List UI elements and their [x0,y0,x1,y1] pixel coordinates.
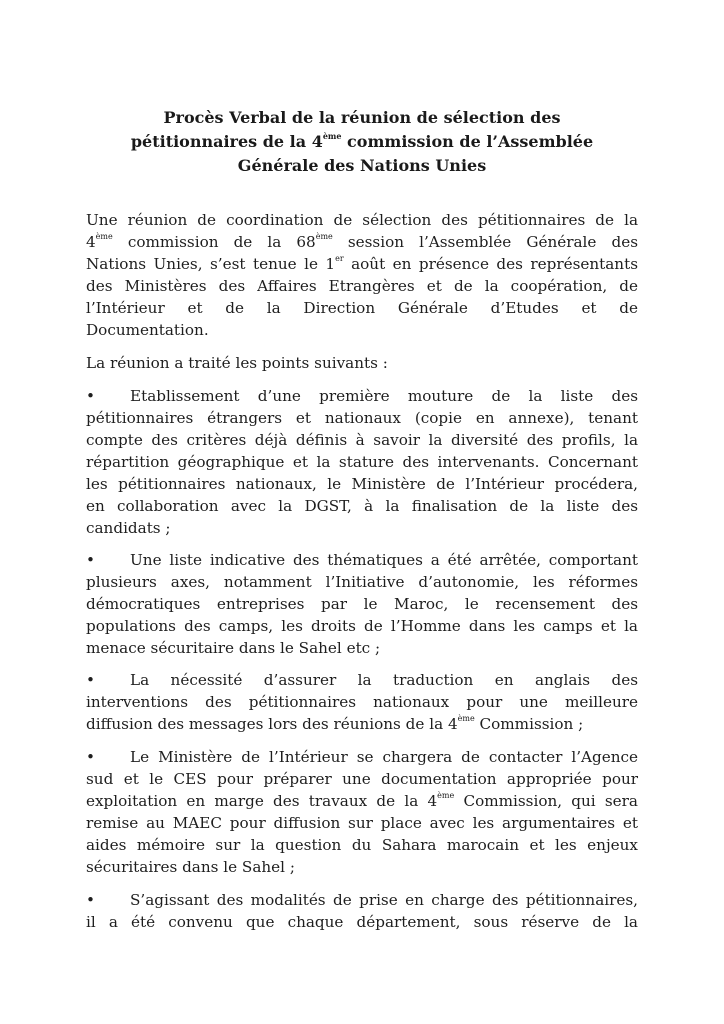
bullet-line [86,407,638,429]
text: août en présence des représentants [343,255,638,273]
bullet-line [86,473,638,495]
text [86,385,638,407]
text: les pétitionnaires nationaux, le Ministère de l’Intérieur procédera, [86,475,638,493]
bullet-line [86,517,638,539]
bullet-line [86,856,638,878]
bullet-line [86,451,638,473]
bullet-line [86,812,638,834]
bullet-line [86,834,638,856]
bullet-item [86,889,638,911]
text: Le Ministère de l’Intérieur se chargera de contacter l’Agence [130,748,638,766]
intro-line [86,275,638,297]
text: démocratiques entreprises par le Maroc, le recensement des [86,595,638,613]
bullet-item [86,746,638,768]
title-text: pétitionnaires de la 4 [130,132,323,151]
text: aides mémoire sur la question du Sahara marocain et les enjeux [86,836,638,854]
text [86,549,638,571]
bullet-line [86,713,638,735]
text: 4 [86,233,96,251]
text: des Ministères des Affaires Etrangères et de la coopération, de [86,277,638,295]
bullet-icon: • [86,891,95,909]
text: interventions des pétitionnaires nationaux pour une meilleure [86,693,638,711]
text: en collaboration avec la DGST, à la finalisation de la liste des [86,497,638,515]
bullet-line [86,691,638,713]
bullet-line [86,571,638,593]
text [86,669,638,691]
text: diffusion des messages lors des réunions de la 4 [86,715,458,733]
text [86,231,638,253]
bullet-line [86,615,638,637]
text: sud et le CES pour préparer une documentation appropriée pour [86,770,638,788]
title-line: Procès Verbal de la réunion de sélection des [163,108,561,127]
title-text: commission de l’Assemblée [341,132,594,151]
superscript: ème [95,232,113,241]
intro-line [86,297,638,319]
text: remise au MAEC pour diffusion sur place avec les argumentaires et [86,814,638,832]
text: Commission, qui sera [454,792,638,810]
text: exploitation en marge des travaux de la 4 [86,792,438,810]
text: La nécessité d’assurer la traduction en anglais des [130,671,638,689]
text: plusieurs axes, notamment l’Initiative d’autonomie, les réformes [86,573,638,591]
text: Une réunion de coordination de sélection des pétitionnaires de la [86,211,638,229]
superscript: er [335,254,344,263]
title-line: Générale des Nations Unies [237,156,487,175]
bullet-line [86,790,638,812]
text: candidats ; [86,519,171,537]
intro-line [86,209,638,231]
superscript: ème [322,131,342,141]
text: pétitionnaires étrangers et nationaux (copie en annexe), tenant [86,409,638,427]
text: Une liste indicative des thématiques a été arrêtée, comportant [130,551,638,569]
text: Commission ; [474,715,584,733]
text: compte des critères déjà définis à savoir la diversité des profils, la [86,431,638,449]
bullet-line [86,495,638,517]
bullet-line [86,911,638,933]
text: répartition géographique et la stature des intervenants. Concernant [86,453,638,471]
document-title [86,106,638,178]
text: session l’Assemblée Générale des [332,233,638,251]
text: S’agissant des modalités de prise en charge des pétitionnaires, [130,891,638,909]
text [86,889,638,911]
points-intro [86,352,638,374]
text: Etablissement d’une première mouture de la liste des [130,387,638,405]
bullet-line [86,429,638,451]
intro-line [86,253,638,275]
text: Documentation. [86,321,209,339]
superscript: ème [457,714,475,723]
bullet-icon: • [86,387,95,405]
text: Nations Unies, s’est tenue le 1 [86,255,336,273]
bullet-item [86,549,638,571]
text [86,746,638,768]
title-line [86,130,638,154]
text: l’Intérieur et de la Direction Générale d’Etudes et de [86,299,638,317]
bullet-icon: • [86,748,95,766]
bullet-line [86,593,638,615]
superscript: ème [437,791,455,800]
bullet-icon: • [86,671,95,689]
text: sécuritaires dans le Sahel ; [86,858,295,876]
intro-line [86,319,638,341]
text: commission de la 68 [112,233,316,251]
bullet-icon: • [86,551,95,569]
bullet-item [86,385,638,407]
text: menace sécuritaire dans le Sahel etc ; [86,639,381,657]
intro-line [86,231,638,253]
text: il a été convenu que chaque département, sous réserve de la [86,913,638,931]
bullet-line [86,637,638,659]
text: La réunion a traité les points suivants : [86,354,388,372]
bullet-item [86,669,638,691]
bullet-line [86,768,638,790]
text: populations des camps, les droits de l’Homme dans les camps et la [86,617,638,635]
superscript: ème [315,232,333,241]
text [86,790,638,812]
text [86,253,638,275]
